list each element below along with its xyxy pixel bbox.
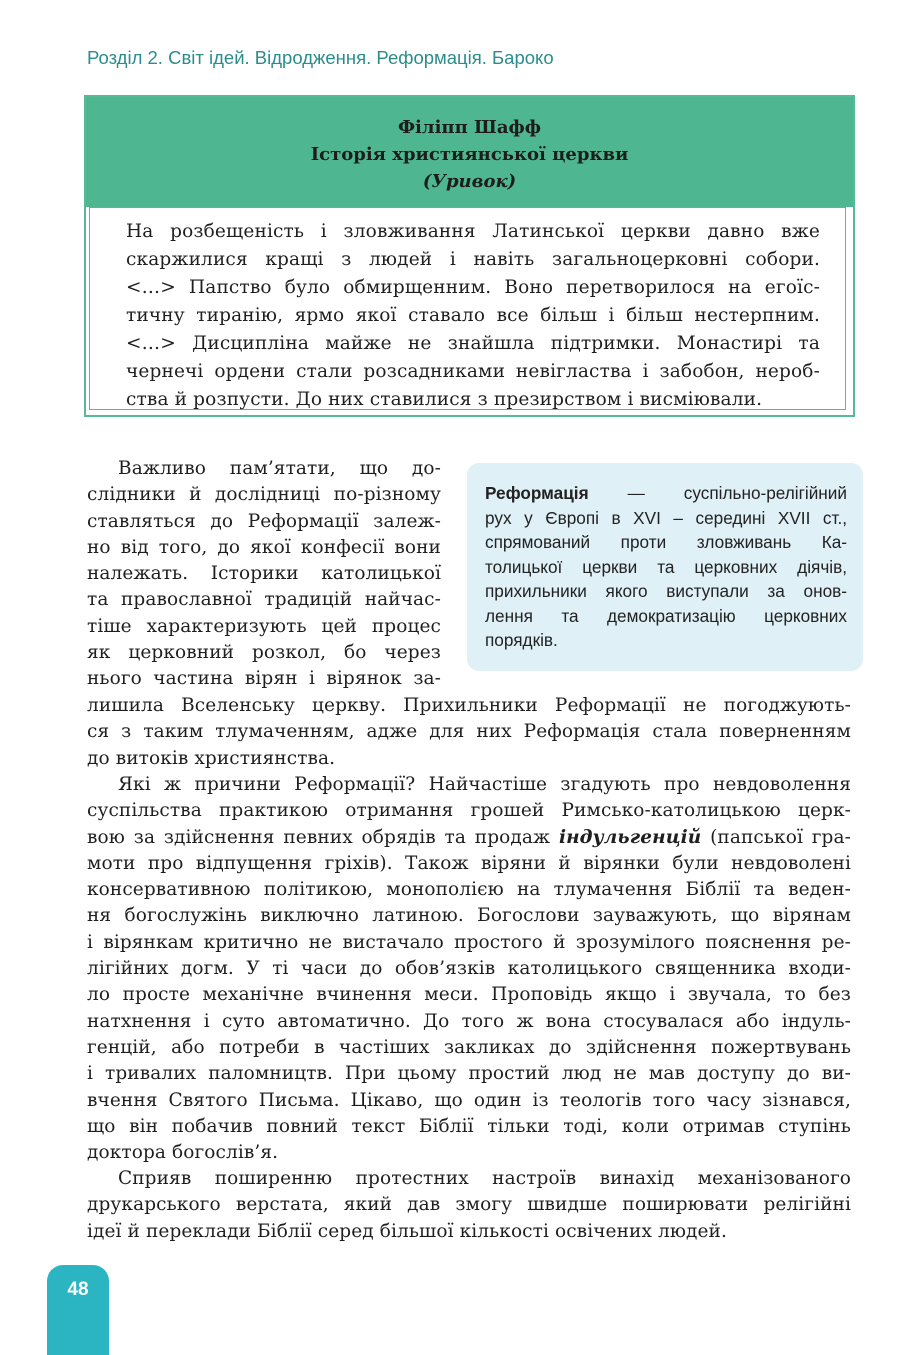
definition-line: порядків.	[485, 630, 558, 650]
source-line: <…> Папство було обмирщенним. Воно перетворилося на егоїс-	[126, 277, 820, 298]
text-line: до витоків християнства.	[87, 747, 336, 769]
text-line: лігійних догм. У ті часи до обов’язків католицького священника входи-	[87, 958, 851, 980]
source-title: Історія християнської церкви	[310, 144, 629, 165]
source-excerpt-box	[84, 95, 855, 417]
definition-line: прихильники якого виступали за онов-	[485, 581, 847, 601]
text-line: належать. Історики католицької	[87, 563, 441, 585]
text-line: ідеї й переклади Біблії серед більшої кількості освічених людей.	[87, 1220, 727, 1242]
source-line: тичну тиранію, ярмо якої ставало все більш і більш нестерпним.	[126, 305, 820, 326]
text-line: як церковний розкол, бо через	[87, 642, 441, 664]
text-line: Які ж причини Реформації? Найчастіше згадують про невдоволення	[118, 774, 851, 795]
source-line: На розбещеність і зловживання Латинської церкви давно вже	[126, 221, 820, 242]
text-line: генцій, або потреби в частіших закликах до здійснення пожертвувань	[87, 1036, 851, 1058]
text-line	[87, 825, 851, 851]
definition-line	[485, 481, 847, 506]
source-line: чернечі ордени стали розсадниками невігластва і забобон, нероб-	[126, 361, 820, 382]
text-line: та православної традицій найчас-	[87, 589, 441, 611]
definition-line: лення та демократизацію церковних	[485, 605, 847, 626]
source-author: Філіпп Шафф	[397, 117, 541, 138]
text-line: Сприяв поширенню протестних настроїв винахід механізованого	[118, 1168, 851, 1189]
text-line: нього частина вірян і вірянок за-	[87, 668, 441, 690]
text-fragment: (папської гра-	[701, 826, 851, 848]
text-line: суспільства практикою отримання грошей Римсько-католицькою церк-	[87, 800, 851, 822]
source-line: скаржилися кращі з людей і навіть загальноцерковні собори.	[126, 249, 820, 270]
definition-term: Реформація	[485, 483, 589, 503]
text-line: доктора богослів’я.	[87, 1142, 279, 1164]
text-line: натхнення і суто автоматично. До того ж вона стосувалася або індуль-	[87, 1010, 851, 1032]
definition-line: спрямований проти зловживань Ка-	[485, 532, 847, 552]
text-line: лишила Вселенську церкву. Прихильники Реформації не погоджують-	[87, 695, 851, 716]
definition-line: толицької церкви та церковних діячів,	[485, 556, 847, 577]
text-line: консервативною політикою, монополією на тлумачення Біблії та веден-	[87, 879, 851, 901]
text-line: тіше характеризують цей процес	[87, 615, 441, 637]
text-line: но від того, до якої конфесії вони	[87, 536, 441, 558]
term-indulgences: індульгенцій	[558, 826, 702, 848]
source-body	[89, 207, 846, 410]
source-line: ства й розпусти. До них ставилися з презирством і висміювали.	[126, 389, 763, 410]
paragraph-1-wide	[87, 693, 851, 772]
text-line: ставляться до Реформації залеж-	[87, 510, 441, 532]
text-line: і вірянкам критично не вистачало простого й зрозумілого пояснення ре-	[87, 931, 851, 953]
page-number: 48	[67, 1279, 89, 1300]
paragraph-2	[87, 772, 851, 1166]
text-line: вчення Святого Письма. Цікаво, що один із теологів того часу зізнався,	[87, 1089, 851, 1111]
section-header: Розділ 2. Світ ідей. Відродження. Реформація. Бароко	[87, 47, 554, 68]
paragraph-3	[87, 1166, 851, 1245]
source-note: (Уривок)	[422, 171, 517, 192]
definition-text	[485, 481, 847, 653]
source-text	[126, 218, 820, 414]
text-line: Важливо пам’ятати, що до-	[118, 458, 441, 479]
source-line: <…> Дисципліна майже не знайшла підтримки. Монастирі та	[126, 333, 820, 354]
text-line: і тривалих паломництв. При цьому простий люд не мав доступу до ви-	[87, 1063, 851, 1085]
text-line: ня богослужінь виключно латиною. Богослови зауважують, що вірянам	[87, 905, 851, 927]
definition-line-start: — суспільно-релігійний	[627, 483, 847, 503]
page-number-tab	[47, 1265, 109, 1355]
paragraph-1-narrow	[87, 456, 441, 693]
definition-line: рух у Європі в XVI – середині XVII ст.,	[485, 507, 847, 528]
definition-box	[467, 463, 863, 671]
text-line: що він побачив повний текст Біблії тільки тоді, коли отримав ступінь	[87, 1115, 851, 1137]
text-fragment: вою за здійснення певних обрядів та продаж	[87, 826, 559, 848]
text-line: слідники й дослідниці по-різному	[87, 484, 441, 506]
text-line: мoти про відпущення гріхів). Також віряни й вірянки були невдоволені	[87, 852, 851, 874]
text-line: ся з таким тлумаченням, адже для них Реформація стала поверненням	[87, 721, 851, 743]
source-heading	[86, 97, 853, 207]
text-line: друкарського верстата, який дав змогу швидше поширювати релігійні	[87, 1194, 851, 1216]
text-line: ло просте механічне вчинення меси. Проповідь якщо і звучала, то без	[87, 984, 851, 1006]
